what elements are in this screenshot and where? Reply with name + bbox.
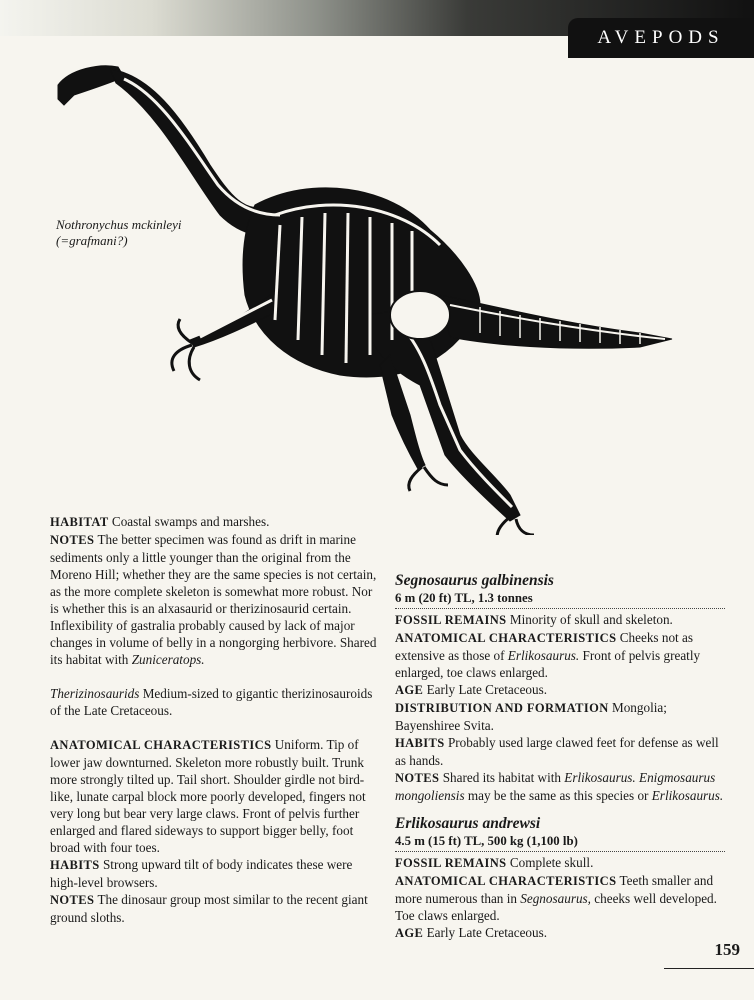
species1-notes-text-a: Shared its habitat with <box>439 770 565 785</box>
right-text-column <box>395 571 725 942</box>
foot-claw-4 <box>424 467 448 485</box>
page-number-rule <box>664 968 754 969</box>
foot-claw-3 <box>409 467 422 491</box>
species1-age-label: AGE <box>395 683 424 697</box>
notes-paragraph <box>50 531 378 668</box>
species2-age <box>395 924 725 942</box>
species1-anatomy-italic: Erlikosaurus. <box>507 648 580 663</box>
tail-shape <box>440 295 672 348</box>
species2-anatomy-text-a: Teeth smaller and more numerous than in <box>395 873 714 906</box>
species1-fossil-label: FOSSIL REMAINS <box>395 613 507 627</box>
species2-title: Erlikosaurus andrewsi <box>395 815 541 832</box>
anatomy-label: ANATOMICAL CHARACTERISTICS <box>50 738 272 752</box>
caption-synonym: (=grafmani?) <box>56 233 128 248</box>
group-paragraph <box>50 685 378 719</box>
species1-anatomy <box>395 629 725 681</box>
illustration-caption <box>56 217 236 249</box>
species2-age-label: AGE <box>395 926 424 940</box>
species1-notes-label: NOTES <box>395 771 440 785</box>
species1-fossil-text: Minority of skull and skeleton. <box>506 612 673 627</box>
notes-text: The better specimen was found as drift in marine sediments only a little younger than the original from the Moreno Hill; whether they are the same species is not certain, as the more complete skeleton is somewhat more robust. Nor is whether this is an alxasaurid or therizinosaurid certain. Inflexibility of gastralia probably caused by lack of major changes in volume of belly in a nongorging herbivore. Shared its habitat with <box>50 532 377 667</box>
species1-title: Segnosaurus galbinensis <box>395 572 554 589</box>
species2-fossil-text: Complete skull. <box>506 855 594 870</box>
section-title: AVEPODS <box>597 27 725 48</box>
species1-notes-text-b: may be the same as this species or <box>464 788 652 803</box>
species2-anatomy-italic: Segnosaurus, <box>520 891 591 906</box>
species2-anatomy-text-b: cheeks well developed. Toe claws enlarged. <box>395 891 717 923</box>
habits-text: Strong upward tilt of body indicates these were high-level browsers. <box>50 857 353 890</box>
species1-anatomy-label: ANATOMICAL CHARACTERISTICS <box>395 631 617 645</box>
habitat-text: Coastal swamps and marshes. <box>108 514 270 529</box>
species2-size: 4.5 m (15 ft) TL, 500 kg (1,100 lb) <box>395 833 725 852</box>
species1-distribution <box>395 699 725 734</box>
hand-claw-1 <box>178 319 192 343</box>
notes-label: NOTES <box>50 533 95 547</box>
species1-notes-italic-a: Erlikosaurus. <box>564 770 636 785</box>
anatomy-paragraph <box>50 736 378 856</box>
species1-size: 6 m (20 ft) TL, 1.3 tonnes <box>395 590 725 609</box>
section-header-tab <box>568 18 754 58</box>
caption-species: Nothronychus mckinleyi <box>56 217 182 232</box>
species1-distribution-label: DISTRIBUTION AND FORMATION <box>395 701 609 715</box>
species1-notes <box>395 769 725 804</box>
species1-habits-label: HABITS <box>395 736 445 750</box>
species1-habits-text: Probably used large clawed feet for defense as well as hands. <box>395 735 719 768</box>
notes-italic-taxon: Zuniceratops. <box>131 652 205 667</box>
species1-age <box>395 681 725 699</box>
notes2-text: The dinosaur group most similar to the recent giant ground sloths. <box>50 892 368 925</box>
species1-distribution-text: Mongolia; Bayenshiree Svita. <box>395 700 667 733</box>
foot-claw-2 <box>516 519 534 535</box>
species1-notes-italic-c: Erlikosaurus. <box>651 788 724 803</box>
habitat-label: HABITAT <box>50 515 109 529</box>
group-name: Therizinosaurids <box>50 686 140 701</box>
species1-anatomy-text-b: Front of pelvis greatly enlarged, toe claws enlarged. <box>395 648 701 680</box>
group-text: Medium-sized to gigantic therizinosauroids of the Late Cretaceous. <box>50 686 373 718</box>
species2-fossil <box>395 854 725 872</box>
habits-paragraph <box>50 856 378 891</box>
dinosaur-skeleton-illustration <box>40 55 700 535</box>
left-text-column <box>50 513 378 926</box>
anatomy-text: Uniform. Tip of lower jaw downturned. Skeleton more robustly built. Trunk more strongly tilted up. Tail short. Shoulder girdle not bird-like, lunate carpal block more poorly developed, fingers not very long but bear very large claws. Front of pelvis further enlarged and flared sideways to support bigger belly, foot broad with four toes. <box>50 737 366 855</box>
habitat-paragraph <box>50 513 378 531</box>
species1-notes-italic-b: Enigmosaurus mongoliensis <box>395 770 716 803</box>
species2-anatomy-label: ANATOMICAL CHARACTERISTICS <box>395 874 617 888</box>
notes2-paragraph <box>50 891 378 926</box>
species2-age-text: Early Late Cretaceous. <box>423 925 548 940</box>
species1-fossil <box>395 611 725 629</box>
species2-anatomy <box>395 872 725 924</box>
foot-claw-1 <box>497 517 510 535</box>
species1-age-text: Early Late Cretaceous. <box>423 682 548 697</box>
habits-label: HABITS <box>50 858 100 872</box>
hand-claw-3 <box>189 347 200 380</box>
notes2-label: NOTES <box>50 893 95 907</box>
species1-anatomy-text-a: Cheeks not as extensive as those of <box>395 630 693 663</box>
page-number: 159 <box>714 940 740 959</box>
species1-habits <box>395 734 725 769</box>
species2-fossil-label: FOSSIL REMAINS <box>395 856 507 870</box>
